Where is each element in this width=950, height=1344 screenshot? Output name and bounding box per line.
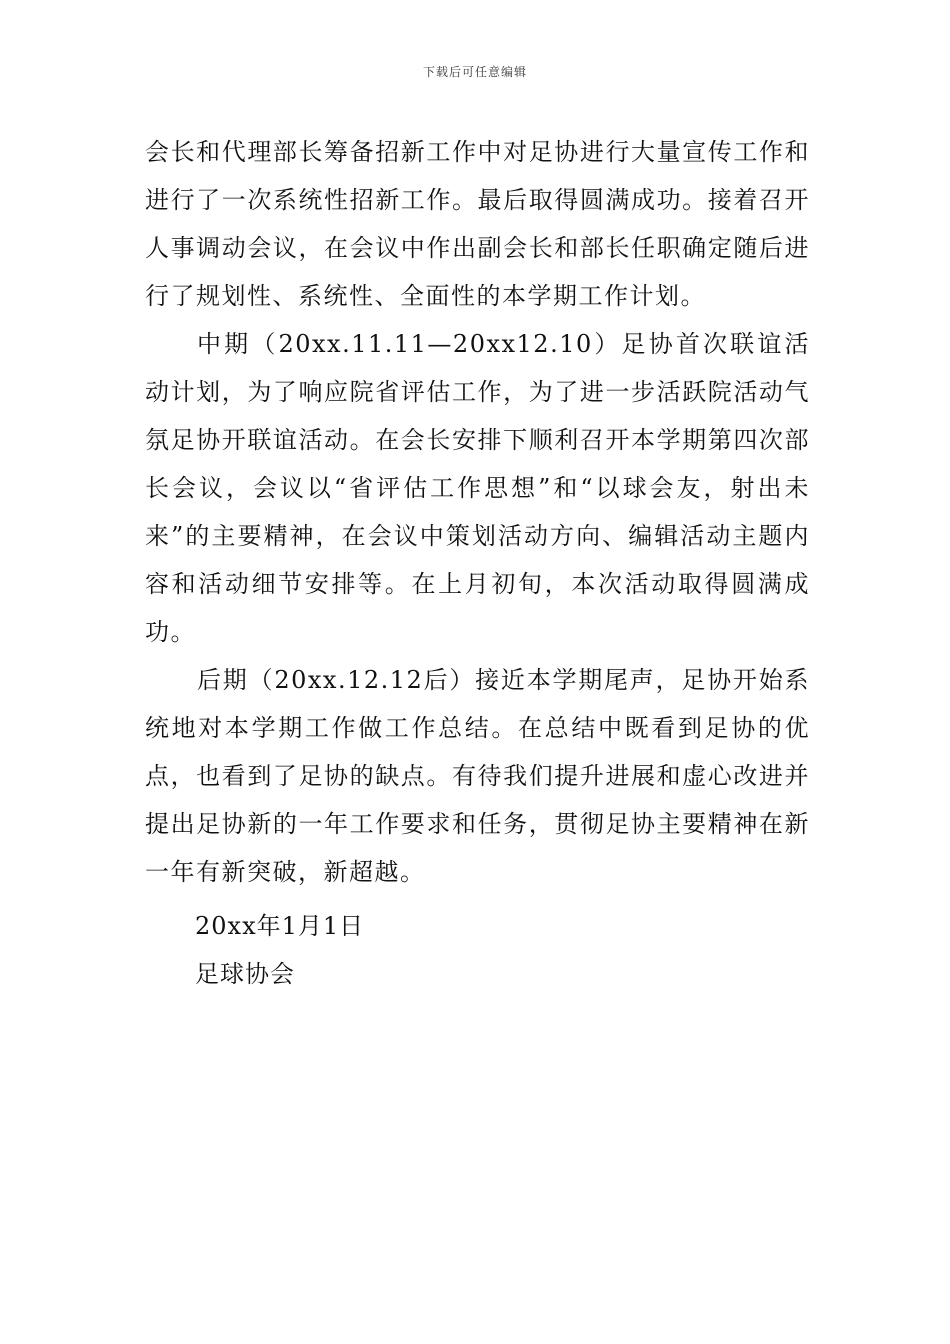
signature-org: 足球协会	[195, 960, 295, 988]
paragraph-2: 中期（20xx.11.11—20xx12.10）足协首次联谊活动计划，为了响应院省评估工作，为了进一步活跃院活动气氛足协开联谊活动。在会长安排下顺利召开本学期第四次部长会议，会议以“省评估工作思想”和“以球会友，射出未来”的主要精神，在会议中策划活动方向、编辑活动主题内容和活动细节安排等。在上月初旬，本次活动取得圆满成功。	[145, 330, 810, 646]
paragraph-3: 后期（20xx.12.12后）接近本学期尾声，足协开始系统地对本学期工作做工作总结。在总结中既看到足协的优点，也看到了足协的缺点。有待我们提升进展和虚心改进并提出足协新的一年工作要求和任务，贯彻足协主要精神在新一年有新突破，新超越。	[145, 666, 810, 886]
document-body	[145, 128, 810, 998]
paragraph-1: 会长和代理部长筹备招新工作中对足协进行大量宣传工作和进行了一次系统性招新工作。最后取得圆满成功。接着召开人事调动会议，在会议中作出副会长和部长任职确定随后进行了规划性、系统性、全面性的本学期工作计划。	[145, 138, 810, 310]
signature-date: 20xx年1月1日	[195, 912, 365, 940]
header-note: 下载后可任意编辑	[422, 65, 527, 79]
